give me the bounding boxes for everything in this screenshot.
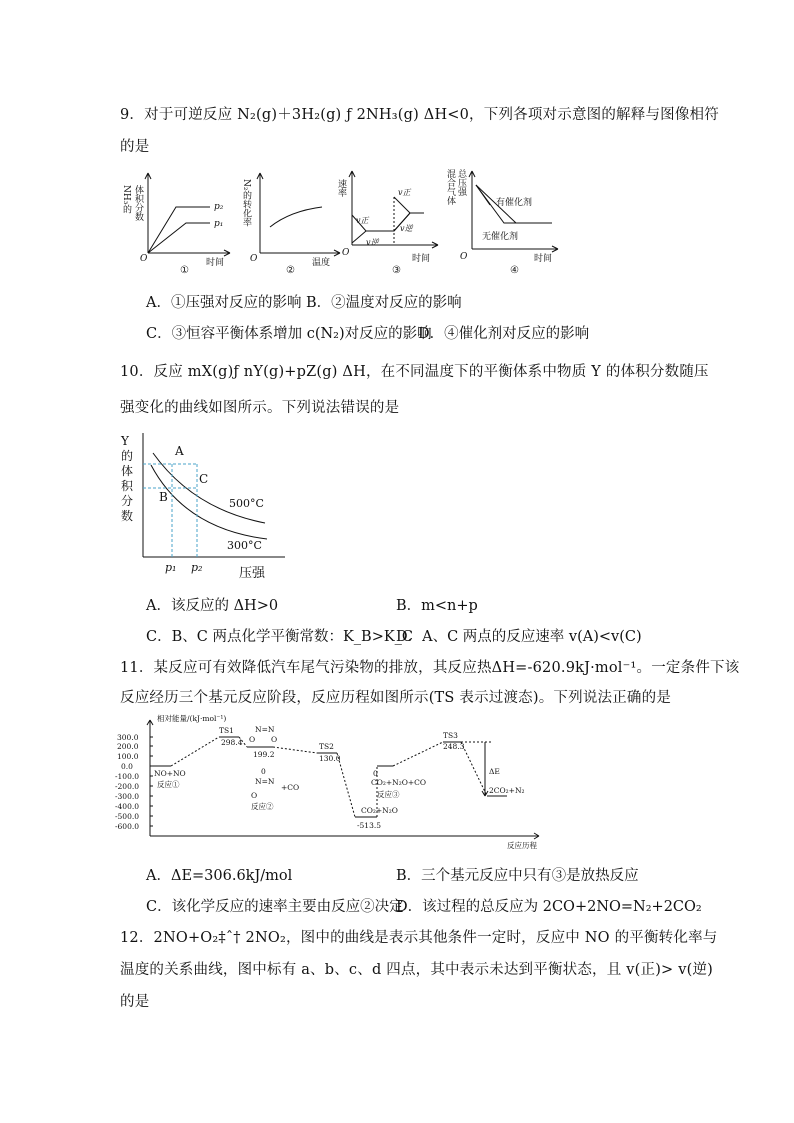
- graph1-ylabel-a: NH₃的: [121, 185, 131, 214]
- q11-ts1-val: 298.4: [221, 738, 243, 747]
- q11-ts2: TS2: [319, 742, 334, 751]
- graph1-caption: ①: [180, 265, 189, 276]
- graph2-ylabel: N₂的转化率: [241, 179, 251, 227]
- q9-graph-2: [232, 165, 352, 275]
- q11-zero-1: 0: [261, 767, 266, 776]
- q9-option-b[interactable]: B．②温度对反应的影响: [306, 295, 462, 311]
- q11-ytick-2: 100.0: [117, 752, 139, 761]
- q11-ytick-6: -300.0: [115, 792, 140, 801]
- q11-ts2-val: 130.0: [319, 754, 341, 763]
- q11-ytick-3: 0.0: [121, 762, 133, 771]
- graph3-origin: O: [342, 248, 350, 258]
- q10-ylabel-2: 体: [121, 464, 134, 478]
- q10-label-300: 300°C: [227, 539, 262, 552]
- q11-r3: 反应③: [377, 790, 400, 799]
- graph1-p1: p₁: [214, 219, 224, 229]
- q9-option-a[interactable]: A．①压强对反应的影响: [146, 295, 302, 311]
- q12-stem-line2: 温度的关系曲线，图中标有 a、b、c、d 四点，其中表示未达到平衡状态，且 v(正)> v(逆): [120, 962, 714, 978]
- graph4-ylabel-a: 混合气体: [445, 169, 455, 205]
- q11-ts1: TS1: [219, 726, 234, 735]
- q10-ylabel-0: Y: [121, 434, 129, 448]
- graph3-v-fwd2: v正: [398, 188, 411, 197]
- q9-graph-3: [338, 165, 448, 275]
- q11-r2: 反应②: [251, 802, 274, 811]
- q11-zero-2: 0: [373, 769, 378, 778]
- graph1-xlabel: 时间: [206, 258, 225, 268]
- q11-ts3-val: 248.3: [443, 742, 465, 751]
- q11-low-label: CO₂+N₂O: [361, 806, 398, 815]
- graph1-ylabel-b: 体积分数: [133, 185, 143, 221]
- q9-graph-1: [118, 165, 238, 275]
- q10-option-c[interactable]: C．B、C 两点化学平衡常数：K_B>K_C: [146, 629, 414, 645]
- q11-option-d[interactable]: D．该过程的总反应为 2CO+2NO=N₂+2CO₂: [396, 899, 702, 915]
- q12-stem-line3: 的是: [120, 994, 150, 1010]
- q9-stem-line2: 的是: [120, 139, 150, 155]
- graph4-origin: O: [460, 252, 468, 262]
- q11-r1: 反应①: [157, 780, 180, 789]
- graph2-origin: O: [250, 254, 258, 264]
- q10-stem-line1: 10．反应 mX(g)ƒ nY(g)+pZ(g) ΔH，在不同温度下的平衡体系中物质 Y 的体积分数随压: [120, 364, 709, 380]
- graph4-ylabel-b: 总压强: [456, 169, 466, 196]
- q10-ylabel-1: 的: [121, 449, 134, 463]
- q11-ytick-8: -500.0: [115, 812, 140, 821]
- q11-xlabel: 反应历程: [507, 841, 537, 850]
- q10-p2: p₂: [191, 561, 203, 574]
- q9-option-c[interactable]: C．③恒容平衡体系增加 c(N₂)对反应的影响: [146, 326, 432, 342]
- graph2-xlabel: 温度: [312, 258, 331, 268]
- q10-point-b: B: [159, 490, 168, 504]
- graph2-caption: ②: [286, 265, 295, 276]
- graph3-v-fwd1: v正: [356, 216, 369, 225]
- graph1-origin: O: [140, 254, 148, 264]
- q10-label-500: 500°C: [229, 497, 264, 510]
- q9-stem-line1: 9．对于可逆反应 N₂(g)＋3H₂(g) ƒ 2NH₃(g) ΔH<0，下列各项对示意图的解释与图像相符: [120, 107, 719, 123]
- q11-ts3: TS3: [443, 731, 458, 740]
- q10-point-a: A: [175, 444, 184, 458]
- q11-int1-struct: N=N: [255, 725, 275, 734]
- q11-option-c[interactable]: C．该化学反应的速率主要由反应②决定: [146, 899, 404, 915]
- q11-end: 2CO₂+N₂: [489, 786, 525, 795]
- graph3-v-rev1: v逆: [366, 238, 379, 247]
- graph3-v-rev2: v逆: [400, 224, 413, 233]
- q10-ylabel-5: 数: [121, 509, 134, 523]
- graph2-curve: [270, 207, 322, 227]
- q12-stem-line1: 12．2NO+O₂‡ˆ† 2NO₂，图中的曲线是表示其他条件一定时，反应中 NO 的平衡转化率与: [120, 930, 718, 946]
- q11-ytick-5: -200.0: [115, 782, 140, 791]
- q9-option-d[interactable]: D．④催化剂对反应的影响: [418, 326, 590, 342]
- graph4-xlabel: 时间: [534, 254, 553, 264]
- q11-ytick-4: -100.0: [115, 772, 140, 781]
- q11-co: +CO: [281, 783, 300, 792]
- q10-option-b[interactable]: B．m<n+p: [396, 598, 478, 614]
- svg-text:O: O: [249, 735, 256, 744]
- q9-graph-4: [445, 165, 568, 276]
- q10-p1: p₁: [165, 561, 177, 574]
- graph3-reverse-line: [352, 231, 366, 243]
- svg-text:O: O: [251, 791, 258, 800]
- q11-mid: CO₂+N₂O+CO: [371, 778, 427, 787]
- graph4-caption: ④: [510, 265, 519, 276]
- svg-text:N=N: N=N: [255, 777, 275, 786]
- q10-point-c: C: [199, 472, 209, 486]
- q10-graph: [115, 425, 295, 585]
- q10-ylabel-3: 积: [121, 479, 134, 493]
- q11-ytick-9: -600.0: [115, 822, 140, 831]
- q11-low-val: -513.5: [357, 821, 382, 830]
- q10-stem-line2: 强变化的曲线如图所示。下列说法错误的是: [120, 400, 400, 416]
- graph3-xlabel: 时间: [412, 254, 431, 264]
- graph4-nocat-label: 无催化剂: [482, 232, 519, 242]
- q11-dE: ΔE: [489, 767, 500, 776]
- q11-option-a[interactable]: A．ΔE=306.6kJ/mol: [146, 868, 293, 884]
- q11-energy-diagram: [115, 712, 545, 852]
- q10-ylabel-4: 分: [121, 494, 134, 508]
- q11-start: NO+NO: [154, 769, 186, 778]
- q11-int1-val: 199.2: [253, 750, 275, 759]
- q11-stem-line1: 11．某反应可有效降低汽车尾气污染物的排放，其反应热ΔH=-620.9kJ·mol⁻¹。一定条件下该: [120, 660, 740, 676]
- graph1-p2: p₂: [214, 202, 224, 212]
- q11-stem-line2: 反应经历三个基元反应阶段，反应历程如图所示(TS 表示过渡态)。下列说法正确的是: [120, 690, 672, 706]
- graph3-ylabel: 速率: [336, 179, 346, 197]
- q11-ytick-1: 200.0: [117, 742, 139, 751]
- q10-xlabel: 压强: [239, 566, 266, 581]
- q11-ytick-7: -400.0: [115, 802, 140, 811]
- graph3-caption: ③: [392, 265, 401, 276]
- q11-option-b[interactable]: B．三个基元反应中只有③是放热反应: [396, 868, 639, 884]
- q10-option-d[interactable]: D．A、C 两点的反应速率 v(A)<v(C): [396, 629, 642, 645]
- graph4-cat-label: 有催化剂: [496, 198, 533, 208]
- q11-ytick-0: 300.0: [117, 733, 139, 742]
- q10-option-a[interactable]: A．该反应的 ΔH>0: [146, 598, 279, 614]
- q11-ylabel: 相对能量/(kJ·mol⁻¹): [157, 714, 227, 723]
- svg-text:O: O: [271, 735, 278, 744]
